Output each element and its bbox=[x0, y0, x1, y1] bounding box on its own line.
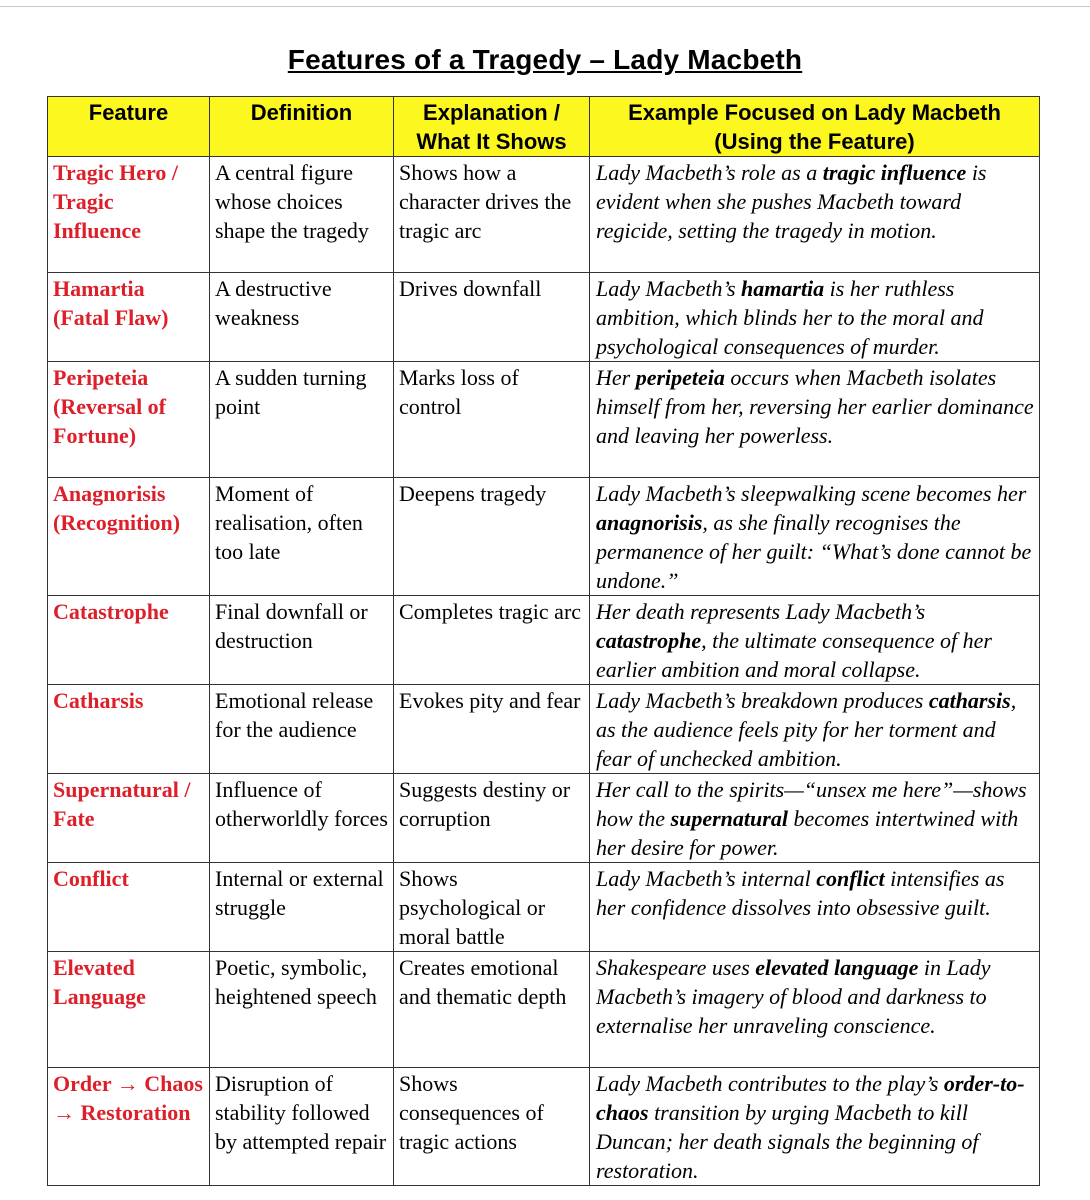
example-text: Her call to the spirits—“unsex me here”—shows how the bbox=[596, 777, 1027, 831]
explanation-cell: Evokes pity and fear bbox=[394, 685, 590, 774]
example-keyword: catastrophe bbox=[596, 628, 702, 653]
table-row bbox=[48, 952, 1040, 1068]
header-explanation: Explanation / What It Shows bbox=[394, 97, 590, 157]
feature-cell: Hamartia (Fatal Flaw) bbox=[48, 273, 210, 362]
example-keyword: supernatural bbox=[670, 806, 788, 831]
feature-cell: Catastrophe bbox=[48, 596, 210, 685]
example-text: intensifies as her confidence dissolves into obsessive guilt. bbox=[596, 866, 1005, 920]
feature-cell: Anagnorisis (Recognition) bbox=[48, 478, 210, 596]
feature-cell: Tragic Hero / Tragic Influence bbox=[48, 157, 210, 273]
example-text: becomes intertwined with her desire for power. bbox=[596, 806, 1019, 860]
example-keyword: hamartia bbox=[741, 276, 825, 301]
example-text: , the ultimate consequence of her earlier ambition and moral collapse. bbox=[596, 628, 992, 682]
page-title: Features of a Tragedy – Lady Macbeth bbox=[287, 44, 803, 75]
feature-cell: Order → Chaos → Restoration bbox=[48, 1068, 210, 1186]
example-cell bbox=[590, 1068, 1040, 1186]
example-cell bbox=[590, 596, 1040, 685]
feature-cell: Conflict bbox=[48, 863, 210, 952]
feature-cell: Peripeteia (Reversal of Fortune) bbox=[48, 362, 210, 478]
top-divider bbox=[0, 6, 1090, 7]
table-row bbox=[48, 362, 1040, 478]
example-keyword: catharsis bbox=[928, 688, 1011, 713]
example-text: is evident when she pushes Macbeth toward regicide, setting the tragedy in motion. bbox=[596, 160, 987, 243]
table-row bbox=[48, 685, 1040, 774]
example-keyword: order-to-chaos bbox=[596, 1071, 1025, 1125]
example-cell bbox=[590, 478, 1040, 596]
table-row bbox=[48, 478, 1040, 596]
definition-cell: A sudden turning point bbox=[210, 362, 394, 478]
explanation-cell: Deepens tragedy bbox=[394, 478, 590, 596]
tragedy-features-table bbox=[47, 96, 1040, 1186]
example-text: Lady Macbeth’s role as a bbox=[596, 160, 823, 185]
example-cell bbox=[590, 362, 1040, 478]
example-keyword: anagnorisis bbox=[596, 510, 703, 535]
example-text: Lady Macbeth’s bbox=[596, 276, 742, 301]
explanation-cell: Shows consequences of tragic actions bbox=[394, 1068, 590, 1186]
table-header-row bbox=[48, 97, 1040, 157]
feature-cell: Catharsis bbox=[48, 685, 210, 774]
table-row bbox=[48, 157, 1040, 273]
header-definition: Definition bbox=[210, 97, 394, 157]
explanation-cell: Suggests destiny or corruption bbox=[394, 774, 590, 863]
example-cell bbox=[590, 952, 1040, 1068]
table-row bbox=[48, 1068, 1040, 1186]
example-cell bbox=[590, 774, 1040, 863]
example-text: Her death represents Lady Macbeth’s bbox=[596, 599, 926, 624]
definition-cell: Emotional release for the audience bbox=[210, 685, 394, 774]
definition-cell: Internal or external struggle bbox=[210, 863, 394, 952]
example-text: , as she finally recognises the permanence of her guilt: “What’s done cannot be undone.” bbox=[596, 510, 1032, 593]
example-text: Lady Macbeth’s sleepwalking scene becomes her bbox=[596, 481, 1027, 506]
example-keyword: conflict bbox=[816, 866, 885, 891]
example-text: Lady Macbeth contributes to the play’s bbox=[596, 1071, 944, 1096]
definition-cell: A central figure whose choices shape the tragedy bbox=[210, 157, 394, 273]
definition-cell: Final downfall or destruction bbox=[210, 596, 394, 685]
example-cell bbox=[590, 157, 1040, 273]
definition-cell: A destructive weakness bbox=[210, 273, 394, 362]
example-text: Her bbox=[596, 365, 636, 390]
example-text: Lady Macbeth’s internal bbox=[596, 866, 817, 891]
example-cell bbox=[590, 863, 1040, 952]
definition-cell: Moment of realisation, often too late bbox=[210, 478, 394, 596]
explanation-cell: Creates emotional and thematic depth bbox=[394, 952, 590, 1068]
example-text: Shakespeare uses bbox=[596, 955, 756, 980]
example-keyword: elevated language bbox=[755, 955, 919, 980]
example-text: is her ruthless ambition, which blinds her to the moral and psychological consequences of murder. bbox=[596, 276, 984, 359]
header-feature: Feature bbox=[48, 97, 210, 157]
example-cell bbox=[590, 273, 1040, 362]
example-cell bbox=[590, 685, 1040, 774]
header-example: Example Focused on Lady Macbeth (Using the Feature) bbox=[590, 97, 1040, 157]
explanation-cell: Shows psychological or moral battle bbox=[394, 863, 590, 952]
table-row bbox=[48, 273, 1040, 362]
explanation-cell: Marks loss of control bbox=[394, 362, 590, 478]
table-row bbox=[48, 774, 1040, 863]
definition-cell: Disruption of stability followed by attempted repair bbox=[210, 1068, 394, 1186]
feature-cell: Supernatural / Fate bbox=[48, 774, 210, 863]
example-text: occurs when Macbeth isolates himself from her, reversing her earlier dominance and leaving her powerless. bbox=[596, 365, 1034, 448]
explanation-cell: Drives downfall bbox=[394, 273, 590, 362]
explanation-cell: Shows how a character drives the tragic arc bbox=[394, 157, 590, 273]
example-text: in Lady Macbeth’s imagery of blood and darkness to externalise her unraveling conscience. bbox=[596, 955, 991, 1038]
table-row bbox=[48, 863, 1040, 952]
explanation-cell: Completes tragic arc bbox=[394, 596, 590, 685]
example-keyword: tragic influence bbox=[822, 160, 967, 185]
example-text: , as the audience feels pity for her torment and fear of unchecked ambition. bbox=[596, 688, 1017, 771]
table-row bbox=[48, 596, 1040, 685]
example-text: transition by urging Macbeth to kill Duncan; her death signals the beginning of restoration. bbox=[596, 1100, 979, 1183]
definition-cell: Influence of otherworldly forces bbox=[210, 774, 394, 863]
example-keyword: peripeteia bbox=[635, 365, 725, 390]
definition-cell: Poetic, symbolic, heightened speech bbox=[210, 952, 394, 1068]
example-text: Lady Macbeth’s breakdown produces bbox=[596, 688, 929, 713]
feature-cell: Elevated Language bbox=[48, 952, 210, 1068]
